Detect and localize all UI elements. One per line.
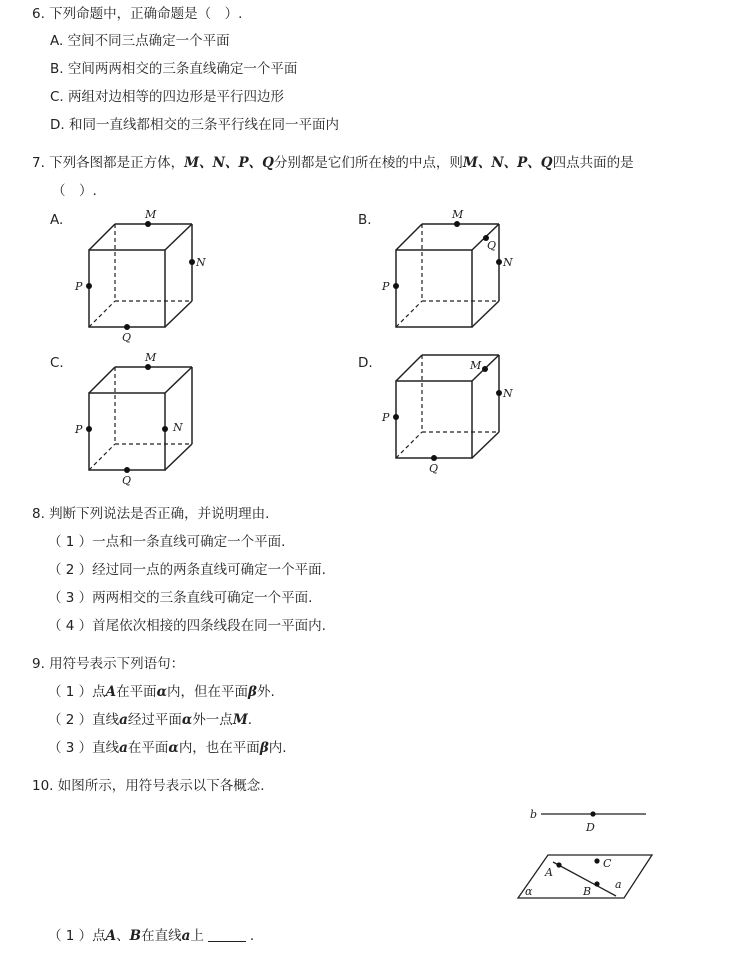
point-b-dot — [594, 881, 599, 886]
q6-option-a: A. 空间不同三点确定一个平面 — [50, 33, 230, 49]
label-q: Q — [429, 462, 439, 475]
label-p: P — [75, 423, 83, 436]
label-n: N — [503, 387, 513, 400]
q10-item-1: （ 1 ）点A、B在直线a上 . — [48, 928, 255, 944]
point-p — [86, 426, 92, 432]
q8-stem: 8. 判断下列说法是否正确，并说明理由. — [32, 506, 270, 522]
q7-cube-c — [70, 348, 220, 488]
q8-item-1: （ 1 ）一点和一条直线可确定一个平面. — [48, 534, 286, 550]
point-p — [86, 283, 92, 289]
q7-figure-b-label: B. — [358, 212, 372, 228]
q8-item-2: （ 2 ）经过同一点的两条直线可确定一个平面. — [48, 562, 326, 578]
q7-figure-d-label: D. — [358, 355, 373, 371]
q9-stem: 9. 用符号表示下列语句： — [32, 656, 185, 672]
point-n — [162, 426, 168, 432]
label-point-b: B — [583, 885, 592, 898]
label-q: Q — [122, 331, 132, 344]
point-q — [431, 455, 437, 461]
q7-figure-c-label: C. — [50, 355, 64, 371]
point-q — [124, 467, 130, 473]
q9-item-1: （ 1 ）点A在平面α内，但在平面β外. — [48, 684, 275, 700]
label-c: C — [603, 857, 612, 870]
label-q: Q — [122, 474, 132, 487]
point-a — [556, 862, 561, 867]
label-line-a: a — [615, 878, 622, 891]
point-m — [145, 364, 151, 370]
label-alpha: α — [525, 885, 533, 898]
point-m — [482, 366, 488, 372]
q9-item-3: （ 3 ）直线a在平面α内，也在平面β内. — [48, 740, 287, 756]
label-n: N — [173, 421, 183, 434]
point-p — [393, 283, 399, 289]
q7-cube-d — [377, 336, 527, 476]
q6-stem: 6. 下列命题中，正确命题是（ ）. — [32, 6, 243, 22]
point-d — [590, 811, 595, 816]
label-n: N — [503, 256, 513, 269]
q7-figure-a-label: A. — [50, 212, 64, 228]
label-n: N — [196, 256, 206, 269]
label-p: P — [382, 411, 390, 424]
q8-item-3: （ 3 ）两两相交的三条直线可确定一个平面. — [48, 590, 313, 606]
label-p: P — [382, 280, 390, 293]
q9-item-2: （ 2 ）直线a经过平面α外一点M. — [48, 712, 253, 728]
q7-cube-b — [377, 205, 527, 345]
point-q — [124, 324, 130, 330]
label-p: P — [75, 280, 83, 293]
label-q: Q — [487, 239, 497, 252]
q6-option-d: D. 和同一直线都相交的三条平行线在同一平面内 — [50, 117, 339, 133]
q6-option-c: C. 两组对边相等的四边形是平行四边形 — [50, 89, 285, 105]
label-a: A — [545, 866, 553, 879]
label-m: M — [470, 359, 482, 372]
q7-stem-line2: （ ）. — [52, 183, 97, 199]
point-n — [496, 390, 502, 396]
q7-cube-a — [70, 205, 220, 345]
q10-stem: 10. 如图所示，用符号表示以下各概念. — [32, 778, 265, 794]
q6-option-b: B. 空间两两相交的三条直线确定一个平面 — [50, 61, 298, 77]
q7-stem: 7. 下列各图都是正方体，M、N、P、Q分别都是它们所在棱的中点，则M、N、P、Q四点共面的是 — [32, 155, 634, 171]
label-d: D — [586, 821, 595, 834]
point-n — [189, 259, 195, 265]
point-n — [496, 259, 502, 265]
point-c — [594, 858, 599, 863]
label-m: M — [452, 208, 464, 221]
answer-blank[interactable] — [208, 927, 246, 942]
point-m — [454, 221, 460, 227]
label-b: b — [530, 808, 538, 821]
point-p — [393, 414, 399, 420]
q8-item-4: （ 4 ）首尾依次相接的四条线段在同一平面内. — [48, 618, 326, 634]
q10-figure — [515, 800, 665, 905]
point-m — [145, 221, 151, 227]
label-m: M — [145, 208, 157, 221]
label-m: M — [145, 351, 157, 364]
